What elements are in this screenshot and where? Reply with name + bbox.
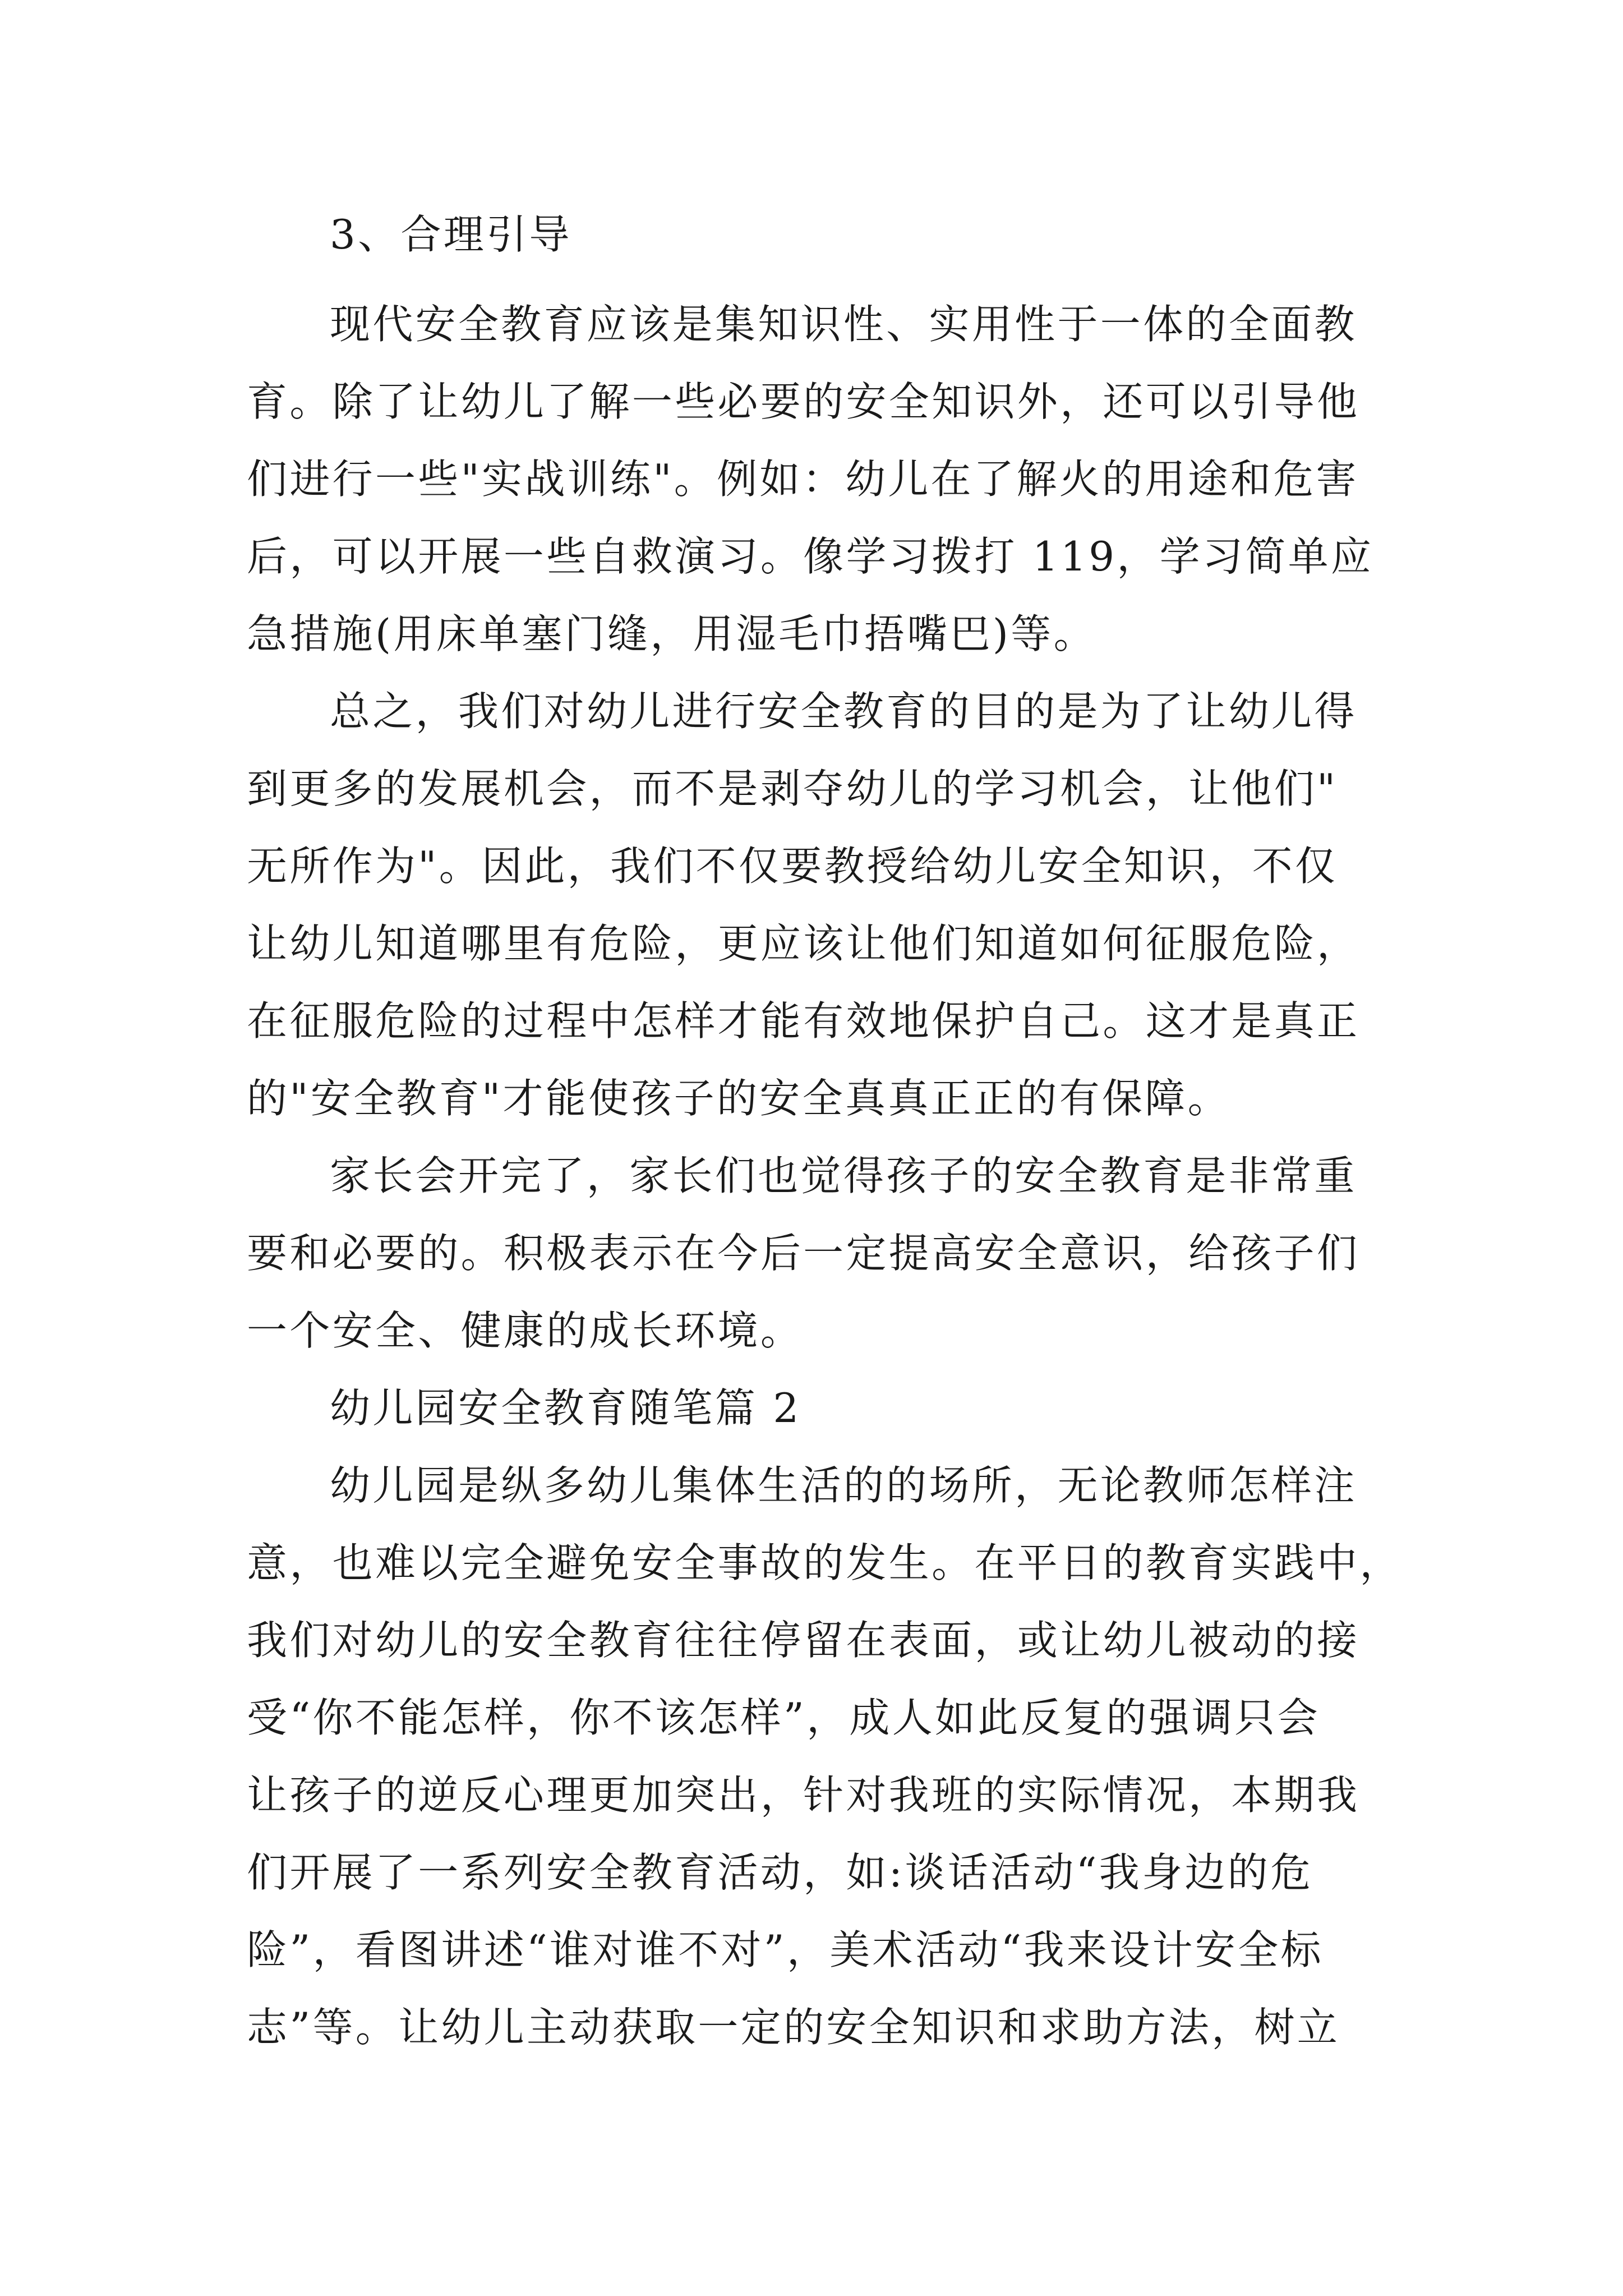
- text-line: 志”等。让幼儿主动获取一定的安全知识和求助方法，树立: [247, 2004, 1340, 2051]
- section-heading: 3、合理引导: [330, 211, 572, 258]
- text-line: 们进行一些"实战训练"。例如：幼儿在了解火的用途和危害: [247, 455, 1359, 503]
- text-line: 幼儿园是纵多幼儿集体生活的的场所，无论教师怎样注: [330, 1462, 1357, 1509]
- text-line: 总之，我们对幼儿进行安全教育的目的是为了让幼儿得: [330, 688, 1357, 735]
- text-line: 让幼儿知道哪里有危险，更应该让他们知道如何征服危险，: [247, 920, 1360, 967]
- text-line: 育。除了让幼儿了解一些必要的安全知识外，还可以引导他: [247, 378, 1360, 425]
- text-line: 到更多的发展机会，而不是剥夺幼儿的学习机会，让他们": [247, 765, 1338, 812]
- text-line: 后，可以开展一些自救演习。像学习拨打 119，学习简单应: [247, 533, 1374, 580]
- text-line: 意，也难以完全避免安全事故的发生。在平日的教育实践中，: [247, 1539, 1403, 1586]
- section-heading: 幼儿园安全教育随笔篇 2: [330, 1384, 801, 1432]
- text-line: 我们对幼儿的安全教育往往停留在表面，或让幼儿被动的接: [247, 1617, 1360, 1664]
- text-line: 无所作为"。因此，我们不仅要教授给幼儿安全知识，不仅: [247, 843, 1338, 890]
- text-line: 一个安全、健康的成长环境。: [247, 1307, 804, 1354]
- text-line: 在征服危险的过程中怎样才能有效地保护自己。这才是真正: [247, 997, 1360, 1045]
- text-line: 急措施(用床单塞门缝，用湿毛巾捂嘴巴)等。: [247, 610, 1096, 657]
- text-line: 要和必要的。积极表示在今后一定提高安全意识，给孩子们: [247, 1230, 1360, 1277]
- text-line: 让孩子的逆反心理更加突出，针对我班的实际情况，本期我: [247, 1772, 1360, 1819]
- text-line: 险”，看图讲述“谁对谁不对”，美术活动“我来设计安全标: [247, 1926, 1324, 1973]
- text-line: 家长会开完了，家长们也觉得孩子的安全教育是非常重: [330, 1152, 1357, 1199]
- text-line: 受“你不能怎样，你不该怎样”，成人如此反复的强调只会: [247, 1694, 1320, 1741]
- text-line: 们开展了一系列安全教育活动，如:谈话活动“我身边的危: [247, 1849, 1313, 1896]
- text-line: 现代安全教育应该是集知识性、实用性于一体的全面教: [330, 301, 1357, 348]
- text-line: 的"安全教育"才能使孩子的安全真真正正的有保障。: [247, 1075, 1230, 1122]
